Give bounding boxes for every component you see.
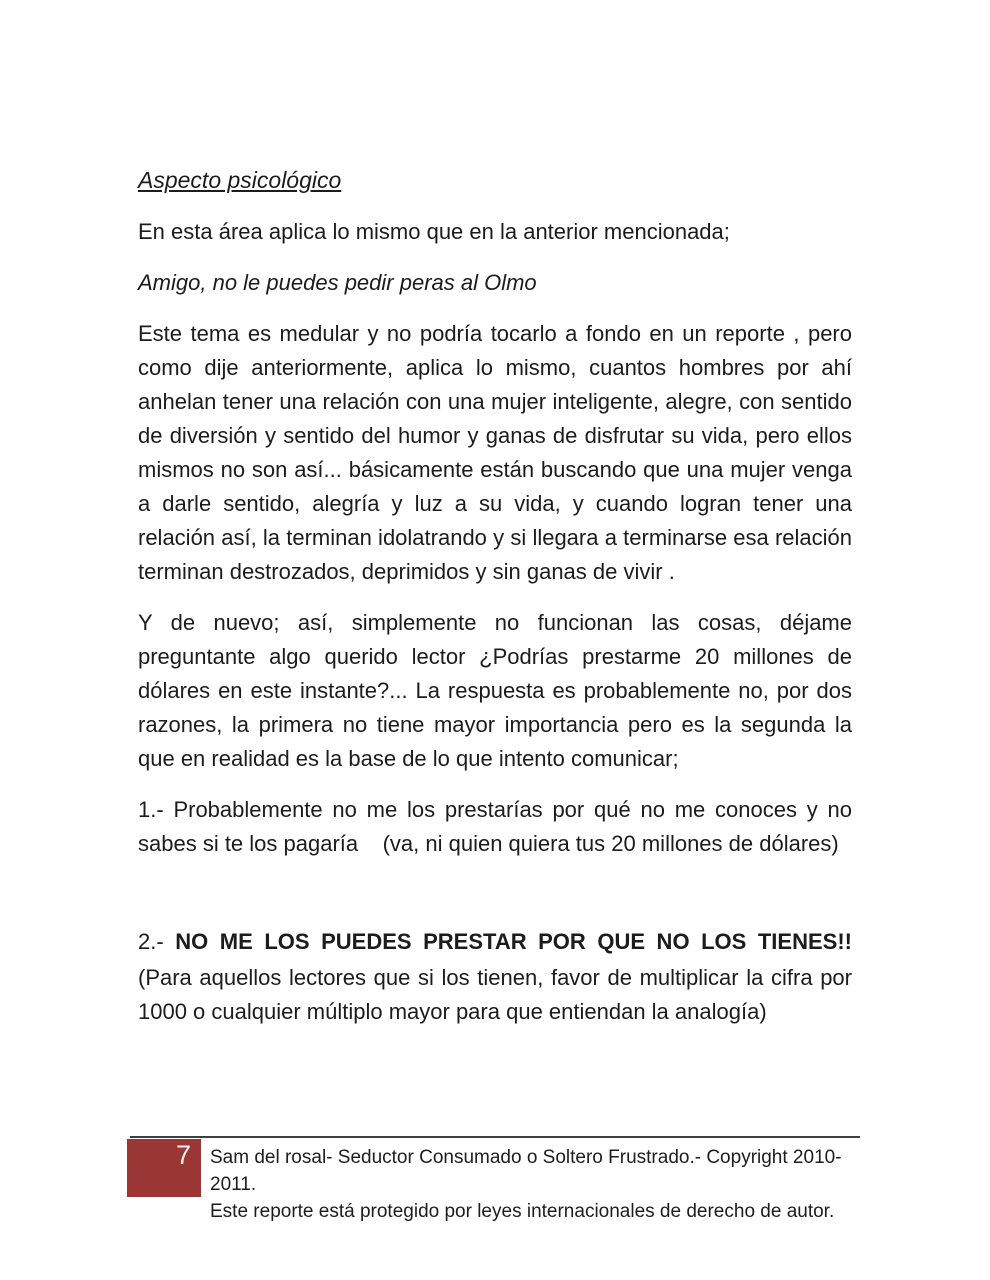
- page-number: 7: [175, 1140, 191, 1170]
- paragraph-item2: [138, 925, 852, 1029]
- item2-bold-text: NO ME LOS PUEDES PRESTAR POR QUE NO LOS TIENES!!: [175, 929, 852, 954]
- footer-text: [210, 1144, 870, 1225]
- paragraph-quote: Amigo, no le puedes pedir peras al Olmo: [138, 270, 537, 295]
- paragraph-body2: Y de nuevo; así, simplemente no funcionan las cosas, déjame preguntante algo querido lector ¿Podrías prestarme 20 millones de dólares en este instante?... La respuesta es probablemente no, por dos razones, la primera no tiene mayor importancia pero es la segunda la que en realidad es la base de lo que intento comunicar;: [138, 610, 852, 771]
- paragraph-item1: 1.- Probablemente no me los prestarías por qué no me conoces y no sabes si te los pagaría (va, ni quien quiera tus 20 millones de dólares): [138, 797, 852, 856]
- footer-line2: Este reporte está protegido por leyes internacionales de derecho de autor.: [210, 1201, 835, 1222]
- paragraph-body1: Este tema es medular y no podría tocarlo a fondo en un reporte , pero como dije anteriormente, aplica lo mismo, cuantos hombres por ahí anhelan tener una relación con una mujer inteligente, alegre, con sentido de diversión y sentido del humor y ganas de disfrutar su vida, pero ellos mismos no son así... básicamente están buscando que una mujer venga a darle sentido, alegría y luz a su vida, y cuando logran tener una relación así, la terminan idolatrando y si llegara a terminarse esa relación terminan destrozados, deprimidos y sin ganas de vivir .: [138, 321, 852, 584]
- footer-line1: Sam del rosal- Seductor Consumado o Soltero Frustrado.- Copyright 2010-2011.: [210, 1147, 842, 1195]
- page-content: [138, 163, 852, 1029]
- footer-divider: [130, 1136, 860, 1138]
- page-number-badge: [127, 1139, 201, 1197]
- item2-number: 2.-: [138, 929, 164, 954]
- item2-note: (Para aquellos lectores que si los tienen, favor de multiplicar la cifra por 1000 o cualquier múltiplo mayor para que entiendan la analogía): [138, 965, 852, 1024]
- paragraph-intro: En esta área aplica lo mismo que en la anterior mencionada;: [138, 219, 730, 244]
- section-heading: Aspecto psicológico: [138, 167, 342, 193]
- item2-headline: [138, 925, 852, 959]
